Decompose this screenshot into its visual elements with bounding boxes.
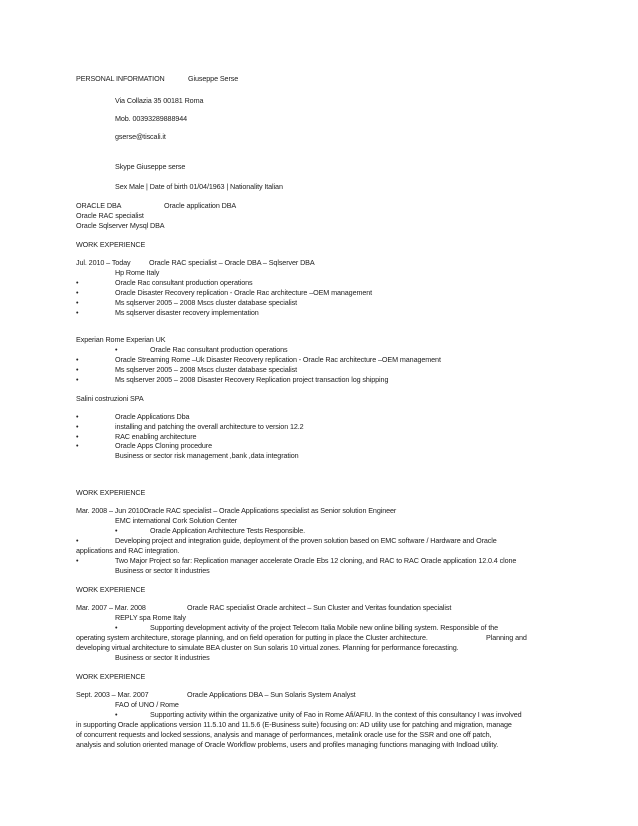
paragraph-line: of concurrent requests and locked sessions, analysis and manage of performances, metalink oracle use for the SSR and one off patch, <box>76 730 492 739</box>
role-sqlserver-mysql: Oracle Sqlserver Mysql DBA <box>76 221 165 230</box>
address: Via Collazia 35 00181 Roma <box>115 96 204 105</box>
job-period: Jul. 2010 – Today <box>76 258 131 267</box>
job-period: Sept. 2003 – Mar. 2007 <box>76 690 149 699</box>
bullet: • <box>76 298 79 307</box>
job-header-line: Mar. 2008 – Jun 2010Oracle RAC specialist – Oracle Applications specialist as Senior solution Engineer <box>76 506 397 515</box>
list-item: Oracle Streaming Rome –Uk Disaster Recovery replication - Oracle Rac architecture –OEM management <box>115 355 441 364</box>
mobile: Mob. 00393289888944 <box>115 114 188 123</box>
list-item: Oracle Application Architecture Tests Responsible. <box>150 526 306 535</box>
job-sector: Business or sector It industries <box>115 566 210 575</box>
job-company: FAO of UNO / Rome <box>115 700 179 709</box>
paragraph-line: operating system architecture, storage planning, and on field operation for putting in place the Cluster architecture. <box>76 633 428 642</box>
bullet: • <box>76 432 79 441</box>
role-rac-specialist: Oracle RAC specialist <box>76 211 144 220</box>
bullet: • <box>76 355 79 364</box>
bullet: • <box>76 308 79 317</box>
paragraph-line: developing virtual architecture to simulate BEA cluster on Sun solaris 10 virtual zones. Planning for performance forecasting. <box>76 643 459 652</box>
paragraph-line: Developing project and integration guide, deployment of the proven solution based on EMC software / Hardware and Oracle <box>115 536 497 545</box>
bullet: • <box>76 556 79 565</box>
skype: Skype Giuseppe serse <box>115 162 186 171</box>
paragraph-line: Supporting development activity of the project Telecom Italia Mobile new online billing system. Responsible of the <box>150 623 499 632</box>
paragraph-line: Supporting activity within the organizative unity of Fao in Rome Afi/AFIU. In the context of this consultancy I was involved <box>150 710 522 719</box>
list-item: Oracle Disaster Recovery replication - Oracle Rac architecture –OEM management <box>115 288 373 297</box>
paragraph-line: Two Major Project so far: Replication manager accelerate Oracle Ebs 12 cloning, and RAC to RAC Oracle application 12.0.4 clone <box>115 556 517 565</box>
bullet: • <box>76 422 79 431</box>
list-item: Oracle Rac consultant production operations <box>150 345 288 354</box>
job-title: Oracle RAC specialist – Oracle DBA – Sqlserver DBA <box>149 258 315 267</box>
job-company: REPLY spa Rome Italy <box>115 613 186 622</box>
bullet: • <box>76 278 79 287</box>
paragraph-line: analysis and solution oriented manage of Oracle Workflow problems, users and profiles managing functions managing with Indload utility. <box>76 740 499 749</box>
role-application-dba: Oracle application DBA <box>164 201 237 210</box>
bullet: • <box>115 623 118 632</box>
bullet: • <box>115 345 118 354</box>
job-period: Mar. 2007 – Mar. 2008 <box>76 603 146 612</box>
email: gserse@tiscali.it <box>115 132 166 141</box>
list-item: Ms sqlserver 2005 – 2008 Mscs cluster database specialist <box>115 365 298 374</box>
bullet: • <box>76 375 79 384</box>
job-company: Hp Rome Italy <box>115 268 160 277</box>
paragraph-line: Planning and <box>486 633 527 642</box>
list-item: Oracle Rac consultant production operations <box>115 278 253 287</box>
section-heading: WORK EXPERIENCE <box>76 240 146 249</box>
job-title: Oracle Applications DBA – Sun Solaris System Analyst <box>187 690 356 699</box>
bullet: • <box>76 412 79 421</box>
list-item: RAC enabling architecture <box>115 432 197 441</box>
bullet: • <box>76 365 79 374</box>
role-oracle-dba: ORACLE DBA <box>76 201 122 210</box>
bullet: • <box>76 536 79 545</box>
section-heading: WORK EXPERIENCE <box>76 585 146 594</box>
job-company: EMC international Cork Solution Center <box>115 516 238 525</box>
list-item: Ms sqlserver disaster recovery implementation <box>115 308 259 317</box>
list-item: Oracle Applications Dba <box>115 412 190 421</box>
job-title: Oracle RAC specialist Oracle architect – Sun Cluster and Veritas foundation specialist <box>187 603 452 612</box>
bullet: • <box>76 441 79 450</box>
candidate-name: Giuseppe Serse <box>188 74 239 83</box>
paragraph-line: applications and RAC integration. <box>76 546 180 555</box>
paragraph-line: in supporting Oracle applications version 11.5.10 and 11.5.6 (E-Business suite) focusing on: AD utility use for patching and migration, manage <box>76 720 512 729</box>
bullet: • <box>76 288 79 297</box>
job-sector: Business or sector risk management ,bank ,data integration <box>115 451 299 460</box>
bullet: • <box>115 526 118 535</box>
list-item: Oracle Apps Cloning procedure <box>115 441 212 450</box>
list-item: installing and patching the overall architecture to version 12.2 <box>115 422 304 431</box>
personal-details: Sex Male | Date of birth 01/04/1963 | Nationality Italian <box>115 182 283 191</box>
job-sector: Business or sector It industries <box>115 653 210 662</box>
list-item: Ms sqlserver 2005 – 2008 Mscs cluster database specialist <box>115 298 298 307</box>
job-company: Salini costruzioni SPA <box>76 394 144 403</box>
section-heading: WORK EXPERIENCE <box>76 488 146 497</box>
job-company: Experian Rome Experian UK <box>76 335 166 344</box>
personal-info-label: PERSONAL INFORMATION <box>76 74 165 83</box>
list-item: Ms sqlserver 2005 – 2008 Disaster Recovery Replication project transaction log shipping <box>115 375 389 384</box>
bullet: • <box>115 710 118 719</box>
section-heading: WORK EXPERIENCE <box>76 672 146 681</box>
